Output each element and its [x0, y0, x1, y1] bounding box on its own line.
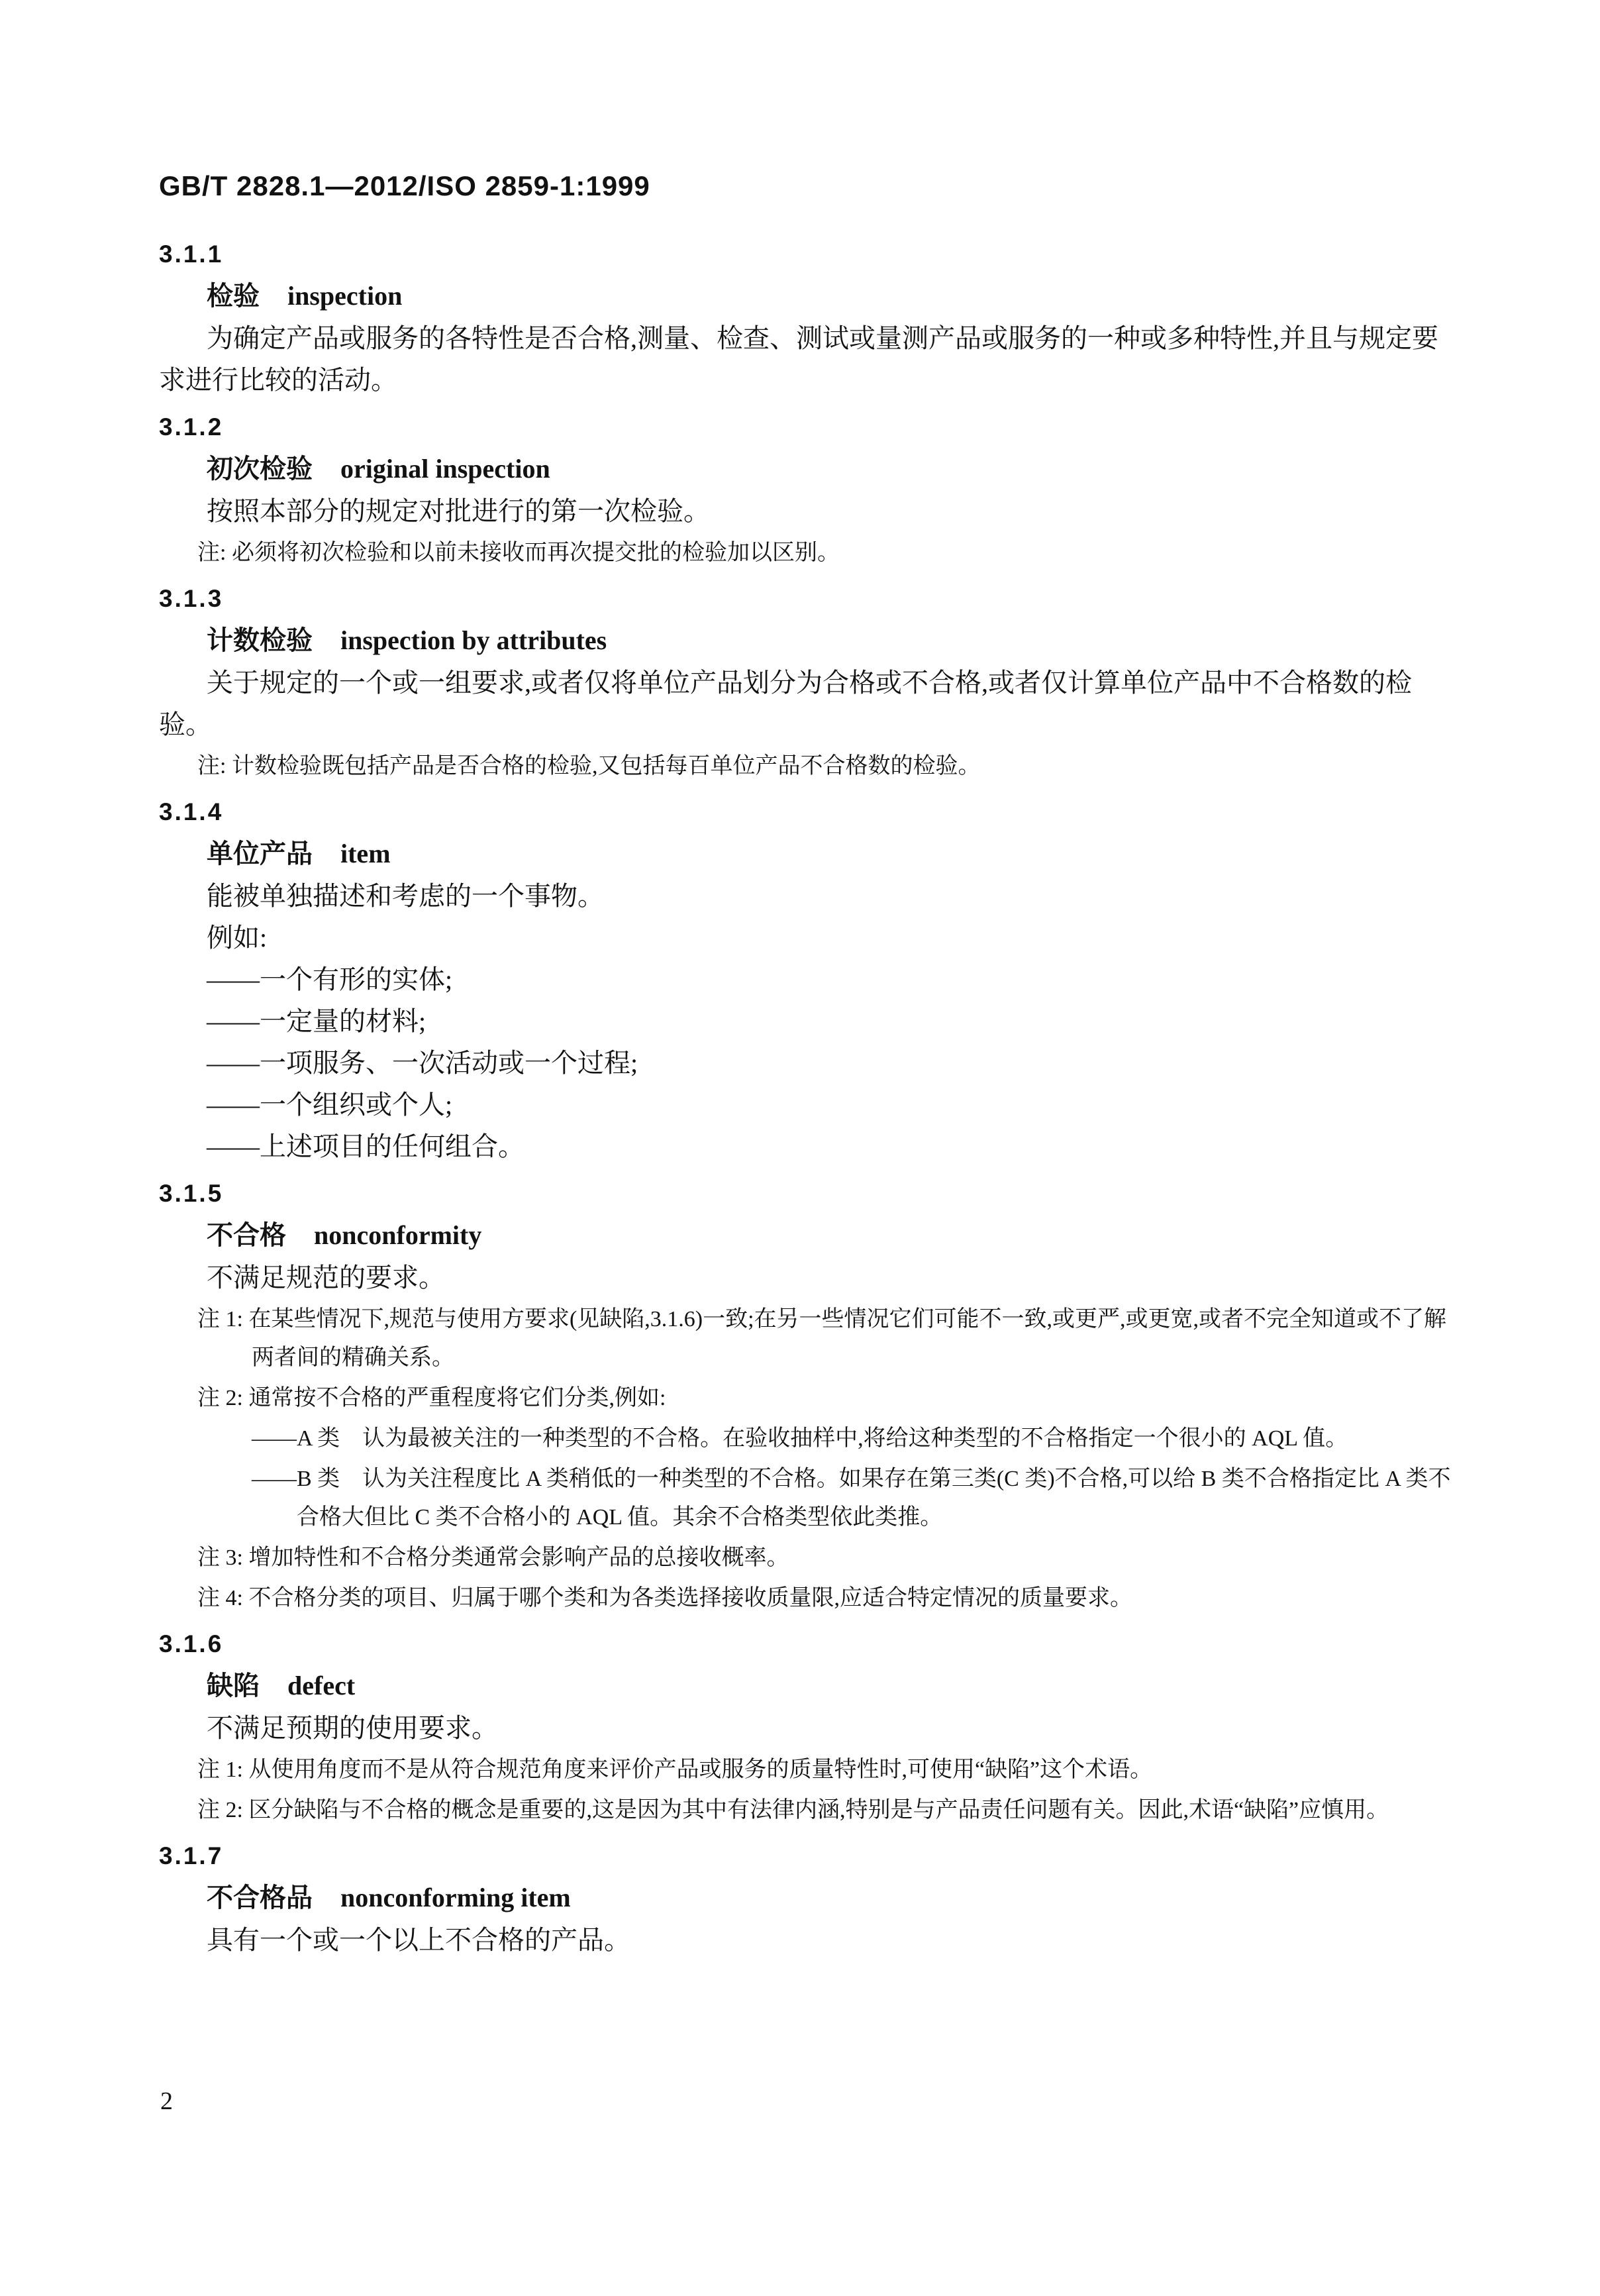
- note-label: 注 3:: [197, 1545, 243, 1570]
- list-dash: ——: [207, 1090, 260, 1120]
- note-label: 注 2:: [197, 1798, 243, 1822]
- list-item: [159, 1042, 1452, 1084]
- note-label: 注 4:: [197, 1586, 243, 1610]
- term-en: inspection by attributes: [340, 625, 607, 655]
- definition-paragraph: 按照本部分的规定对批进行的第一次检验。: [207, 496, 710, 526]
- note-sub-text: A 类 认为最被关注的一种类型的不合格。在验收抽样中,将给这种类型的不合格指定一个很小的 AQL 值。: [297, 1426, 1348, 1451]
- list-dash: ——: [252, 1426, 297, 1451]
- page-number: 2: [160, 2087, 173, 2115]
- list-item-text: 一项服务、一次活动或一个过程;: [260, 1048, 638, 1078]
- definition-paragraph: 能被单独描述和考虑的一个事物。: [207, 881, 604, 911]
- content-area: [159, 171, 1452, 1961]
- note: [159, 747, 1452, 786]
- term-en: nonconformity: [314, 1220, 482, 1250]
- term-cn: 单位产品: [207, 839, 313, 868]
- term-en: defect: [287, 1671, 356, 1700]
- definition-paragraph: 关于规定的一个或一组要求,或者仅将单位产品划分为合格或不合格,或者仅计算单位产品中不合格数的检验。: [159, 668, 1412, 739]
- list-dash: ——: [207, 1048, 260, 1078]
- note-text: 从使用角度而不是从符合规范角度来评价产品或服务的质量特性时,可使用“缺陷”这个术语。: [242, 1757, 1153, 1782]
- list-item: [159, 1084, 1452, 1125]
- section: [159, 578, 1452, 786]
- term-cn: 检验: [207, 282, 260, 311]
- note: [159, 534, 1452, 572]
- term-line: [159, 833, 1452, 875]
- clause-number: 3.1.5: [159, 1180, 224, 1207]
- note: [159, 1791, 1452, 1830]
- term-en: original inspection: [340, 454, 550, 484]
- note-text: 必须将初次检验和以前未接收而再次提交批的检验加以区别。: [226, 541, 840, 565]
- list-dash: ——: [207, 1006, 260, 1036]
- note-text: 在某些情况下,规范与使用方要求(见缺陷,3.1.6)一致;在另一些情况它们可能不一致,或更严,或更宽,或者不完全知道或不了解两者间的精确关系。: [242, 1307, 1447, 1370]
- clause-number: 3.1.3: [159, 585, 224, 612]
- note-text: 不合格分类的项目、归属于哪个类和为各类选择接收质量限,应适合特定情况的质量要求。: [242, 1586, 1132, 1610]
- definition-paragraph: 不满足预期的使用要求。: [207, 1713, 498, 1743]
- term-cn: 缺陷: [207, 1671, 260, 1700]
- clause-number: 3.1.2: [159, 413, 224, 441]
- term-cn: 初次检验: [207, 454, 313, 484]
- note-label: 注 1:: [197, 1307, 243, 1331]
- definition-paragraph: 例如:: [207, 923, 268, 953]
- list-item: [159, 1125, 1452, 1167]
- note-label: 注 2:: [197, 1386, 243, 1410]
- section: [159, 233, 1452, 401]
- note-sub-item: [159, 1420, 1452, 1458]
- clause-number: 3.1.7: [159, 1842, 224, 1869]
- section: [159, 406, 1452, 572]
- definition-paragraph: 为确定产品或服务的各特性是否合格,测量、检查、测试或量测产品或服务的一种或多种特性,并且与规定要求进行比较的活动。: [159, 323, 1438, 395]
- term-line: [159, 275, 1452, 317]
- list-item: [159, 1000, 1452, 1042]
- section: [159, 791, 1452, 1167]
- term-en: nonconforming item: [340, 1883, 571, 1912]
- term-cn: 不合格: [207, 1221, 286, 1250]
- clause-number: 3.1.1: [159, 240, 224, 268]
- term-en: inspection: [287, 281, 403, 311]
- note: [159, 1539, 1452, 1577]
- note: [159, 1751, 1452, 1789]
- standard-number-header: GB/T 2828.1—2012/ISO 2859-1:1999: [159, 170, 650, 201]
- clause-number: 3.1.4: [159, 798, 224, 825]
- list-dash: ——: [207, 1131, 260, 1161]
- term-line: [159, 448, 1452, 490]
- clause-number: 3.1.6: [159, 1630, 224, 1657]
- section: [159, 1835, 1452, 1961]
- note-label: 注 1:: [197, 1757, 243, 1782]
- section: [159, 1173, 1452, 1618]
- list-item-text: 上述项目的任何组合。: [260, 1131, 525, 1161]
- term-line: [159, 619, 1452, 662]
- note-sub-text: B 类 认为关注程度比 A 类稍低的一种类型的不合格。如果存在第三类(C 类)不合格,可以给 B 类不合格指定比 A 类不合格大但比 C 类不合格小的 AQL 值。其余不合格类型依此类推。: [297, 1467, 1451, 1530]
- note-text: 计数检验既包括产品是否合格的检验,又包括每百单位产品不合格数的检验。: [226, 754, 981, 778]
- list-item-text: 一个组织或个人;: [260, 1090, 453, 1120]
- note-text: 区分缺陷与不合格的概念是重要的,这是因为其中有法律内涵,特别是与产品责任问题有关。因此,术语“缺陷”应慎用。: [242, 1798, 1389, 1822]
- note: [159, 1300, 1452, 1377]
- note-text: 通常按不合格的严重程度将它们分类,例如:: [242, 1386, 666, 1410]
- term-line: [159, 1214, 1452, 1257]
- note-text: 增加特性和不合格分类通常会影响产品的总接收概率。: [242, 1545, 789, 1570]
- list-dash: ——: [252, 1467, 297, 1491]
- term-cn: 计数检验: [207, 626, 313, 655]
- term-en: item: [340, 839, 391, 868]
- term-cn: 不合格品: [207, 1883, 313, 1912]
- term-line: [159, 1877, 1452, 1919]
- list-item-text: 一个有形的实体;: [260, 965, 453, 994]
- list-dash: ——: [207, 965, 260, 994]
- sections: [159, 233, 1452, 1961]
- note: [159, 1379, 1452, 1418]
- note-sub-item: [159, 1460, 1452, 1537]
- definition-paragraph: 不满足规范的要求。: [207, 1263, 445, 1292]
- section: [159, 1623, 1452, 1830]
- list-item: [159, 959, 1452, 1000]
- note: [159, 1579, 1452, 1618]
- list-item-text: 一定量的材料;: [260, 1006, 426, 1036]
- note-label: 注:: [197, 541, 226, 565]
- note-label: 注:: [197, 754, 226, 778]
- term-line: [159, 1665, 1452, 1707]
- definition-paragraph: 具有一个或一个以上不合格的产品。: [207, 1925, 630, 1955]
